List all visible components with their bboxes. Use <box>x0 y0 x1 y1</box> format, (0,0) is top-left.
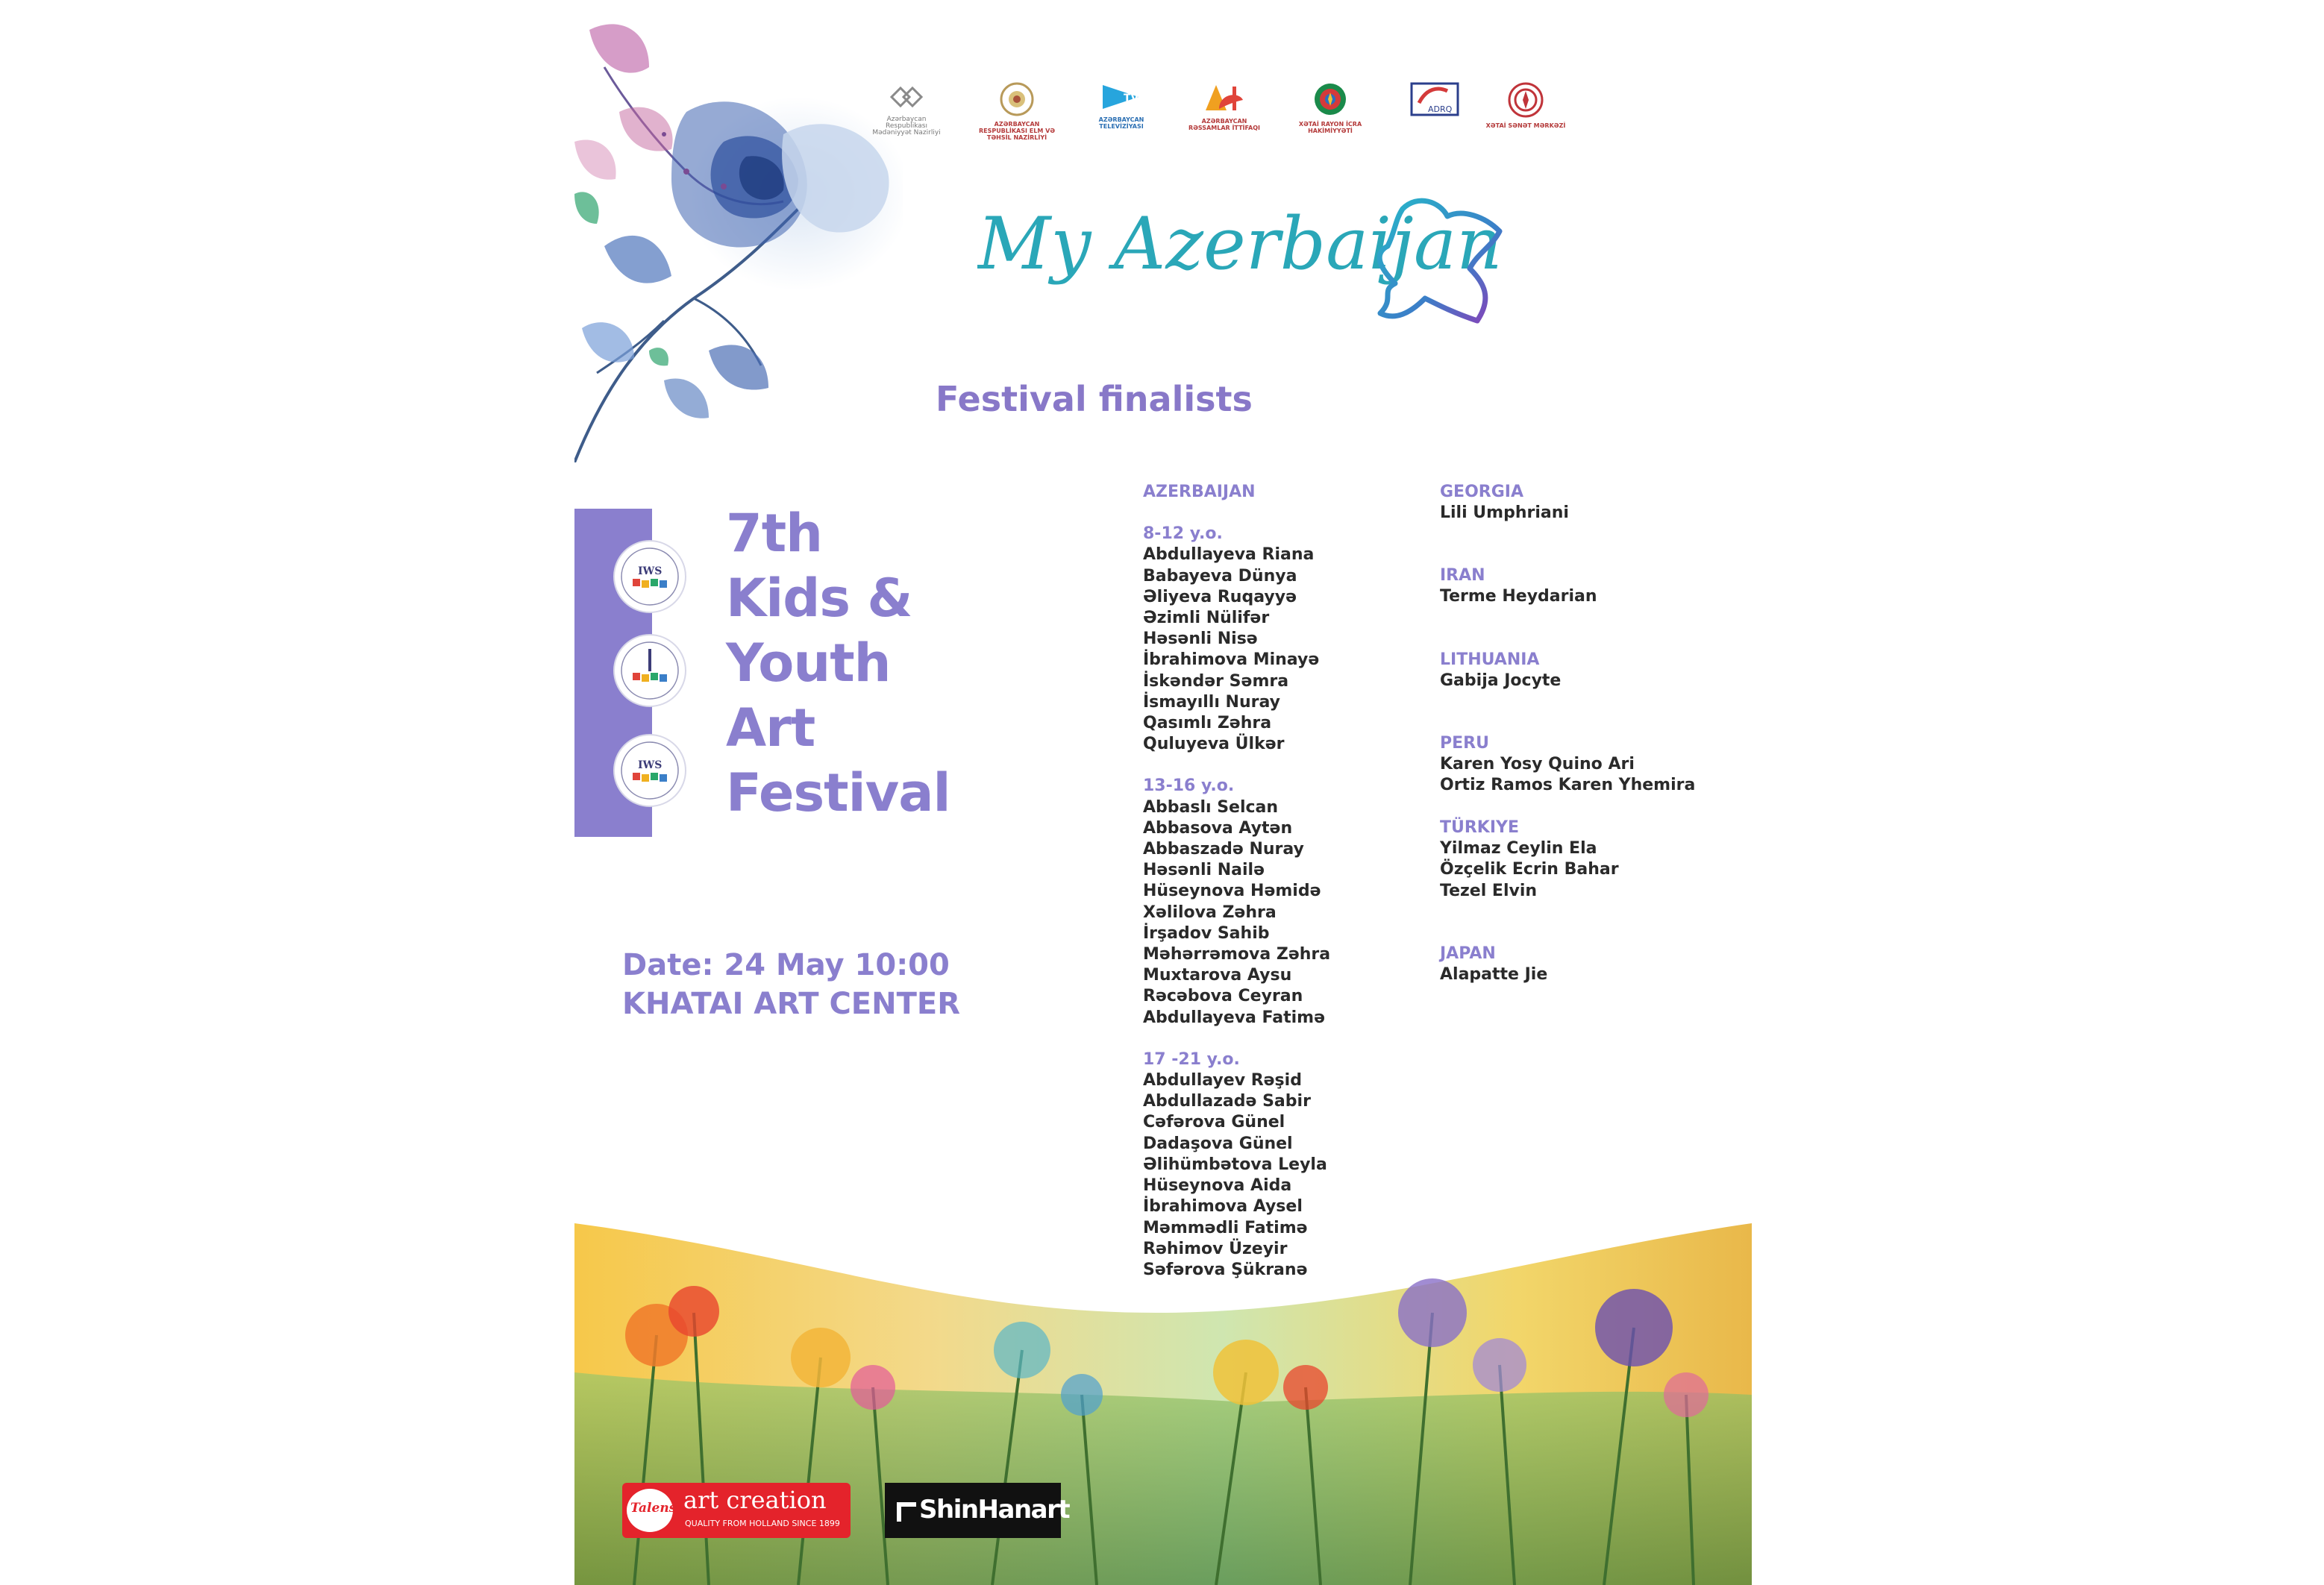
festival-title-line: Art <box>726 697 815 759</box>
finalist-name: Əzimli Nülifər <box>1143 609 1270 628</box>
finalists-azerbaijan-column <box>1143 482 1426 1281</box>
script-title-text: My Azerbaijan <box>977 202 1503 286</box>
logo-khatai-art-center <box>1485 81 1567 129</box>
age-group-heading: 8-12 y.o. <box>1143 524 1223 544</box>
ministry-culture-icon <box>884 81 929 113</box>
festival-finalists-heading: Festival finalists <box>936 379 1253 419</box>
finalist-name: Xəlilova Zəhra <box>1143 903 1277 922</box>
adrq-icon <box>1409 81 1461 118</box>
country-block <box>1440 650 1561 691</box>
sponsor-shinhan <box>885 1483 1070 1538</box>
finalist-name: İbrahimova Minayə <box>1143 650 1320 670</box>
country-heading: PERU <box>1440 734 1489 753</box>
svg-text:IWS: IWS <box>638 565 663 577</box>
age-group-list <box>1143 797 1426 1029</box>
finalist-name: Rəcəbova Ceyran <box>1143 987 1303 1006</box>
finalist-name: Abdullayeva Riana <box>1143 545 1315 565</box>
finalist-name: Alapatte Jie <box>1440 965 1548 985</box>
my-azerbaijan-title <box>977 179 1515 351</box>
finalist-name: Abdullazadə Sabir <box>1143 1092 1311 1111</box>
logo-ministry-culture <box>865 81 948 136</box>
finalist-name: Səfərova Şükranə <box>1143 1260 1308 1279</box>
finalist-name: İbrahimova Aysel <box>1143 1197 1303 1217</box>
finalist-name: Abbasova Aytən <box>1143 818 1293 838</box>
event-date-venue <box>622 946 960 1023</box>
finalist-name: İskəndər Səmra <box>1143 671 1289 691</box>
country-heading: IRAN <box>1440 566 1485 585</box>
finalist-name: Cəfərova Günel <box>1143 1113 1285 1132</box>
sponsor-name: art creation <box>683 1486 827 1514</box>
logo-khatai-executive <box>1289 81 1371 134</box>
finalist-name: Karen Yosy Quino Ari <box>1440 755 1635 774</box>
festival-title-line: Festival <box>726 762 950 823</box>
finalist-name: Lili Umphriani <box>1440 503 1569 523</box>
finalist-name: İrşadov Sahib <box>1143 923 1270 943</box>
finalist-name: Rəhimov Üzeyir <box>1143 1239 1288 1258</box>
finalist-name: Həsənli Nisə <box>1143 630 1258 649</box>
finalist-name: Abbaszadə Nuray <box>1143 840 1304 859</box>
finalist-name: Abdullayeva Fatimə <box>1143 1008 1326 1027</box>
logo-ministry-science <box>976 81 1058 141</box>
logo-caption: Azərbaycan Respublikası Mədəniyyət Nazirliyi <box>872 116 941 136</box>
country-block <box>1440 817 1619 902</box>
ministry-science-education-icon <box>998 81 1036 118</box>
logo-caption: AZƏRBAYCAN TELEVİZİYASI <box>1098 116 1144 130</box>
logo-aztv <box>1080 81 1162 130</box>
age-group-list <box>1143 544 1426 755</box>
watercolor-flowers-top <box>574 0 903 462</box>
iws-seal-2 <box>613 634 686 707</box>
logo-adrq <box>1394 81 1476 118</box>
country-heading: TÜRKIYE <box>1440 818 1520 837</box>
finalist-name: Məmmədli Fatimə <box>1143 1218 1308 1237</box>
festival-title-line: Youth <box>726 633 891 694</box>
country-heading: JAPAN <box>1440 944 1496 963</box>
finalist-name: Yilmaz Ceylin Ela <box>1440 839 1597 859</box>
iws-seal-icon <box>615 542 685 612</box>
logo-caption: AZƏRBAYCAN RƏSSAMLAR İTTİFAQI <box>1188 118 1261 131</box>
iws-seal-1 <box>613 540 686 613</box>
finalist-name: Abdullayev Rəşid <box>1143 1071 1302 1090</box>
artists-union-icon <box>1198 81 1250 115</box>
khatai-executive-icon <box>1312 81 1349 118</box>
country-block <box>1440 733 1695 797</box>
finalist-name: Əliyeva Ruqayyə <box>1143 587 1297 606</box>
sponsor-art-creation <box>622 1483 851 1538</box>
festival-title-line: Kids & <box>726 568 912 629</box>
finalist-name: Hüseynova Aida <box>1143 1176 1292 1196</box>
festival-title <box>726 501 950 826</box>
finalist-name: İsmayıllı Nuray <box>1143 692 1280 712</box>
country-heading: LITHUANIA <box>1440 650 1540 669</box>
logo-caption: XƏTAİ SƏNƏT MƏRKƏZİ <box>1485 122 1566 129</box>
country-block <box>1440 482 1569 524</box>
svg-text:TV: TV <box>1124 92 1139 104</box>
country-block <box>1440 565 1597 607</box>
sponsor-tagline: QUALITY FROM HOLLAND SINCE 1899 <box>685 1519 840 1528</box>
sponsor-name: ShinHanart <box>919 1495 1070 1525</box>
event-venue: KHATAI ART CENTER <box>622 987 961 1021</box>
age-group-heading: 17 -21 y.o. <box>1143 1049 1240 1069</box>
svg-text:ADRQ: ADRQ <box>1428 104 1453 114</box>
festival-poster <box>574 0 1752 1585</box>
finalist-name: Quluyeva Ülkər <box>1143 735 1285 754</box>
finalist-name: Məhərrəmova Zəhra <box>1143 945 1331 964</box>
iws-seal-3 <box>613 734 686 807</box>
finalist-name: Ortiz Ramos Karen Yhemira <box>1440 776 1696 795</box>
partner-logos-row <box>865 81 1566 155</box>
finalist-name: Dadaşova Günel <box>1143 1134 1293 1153</box>
event-date: Date: 24 May 10:00 <box>622 948 950 982</box>
finalist-name: Hüseynova Həmidə <box>1143 882 1321 901</box>
iws-seal-icon <box>615 635 685 706</box>
finalist-name: Qasımlı Zəhra <box>1143 714 1272 733</box>
finalist-name: Gabija Jocyte <box>1440 671 1562 691</box>
finalist-name: Özçelik Ecrin Bahar <box>1440 860 1619 879</box>
age-group-heading: 13-16 y.o. <box>1143 776 1235 796</box>
logo-caption: AZƏRBAYCAN RESPUBLİKASI ELM VƏ TƏHSİL NAZİRLİYİ <box>978 121 1056 141</box>
country-block <box>1440 944 1547 985</box>
finalist-name: Terme Heydarian <box>1440 587 1597 606</box>
finalist-name: Həsənli Nailə <box>1143 861 1265 880</box>
festival-title-line: 7th <box>726 503 823 564</box>
logo-artists-union <box>1183 81 1265 131</box>
logo-caption: XƏTAİ RAYON İCRA HAKİMİYYƏTİ <box>1298 121 1362 134</box>
finalist-name: Muxtarova Aysu <box>1143 966 1292 985</box>
aztv-icon <box>1095 81 1147 113</box>
country-heading: GEORGIA <box>1440 483 1523 501</box>
finalist-name: Abbaslı Selcan <box>1143 797 1279 817</box>
svg-text:IWS: IWS <box>638 759 663 771</box>
iws-seal-icon <box>615 735 685 806</box>
finalist-name: Əlihümbətova Leyla <box>1143 1155 1327 1174</box>
finalist-name: Tezel Elvin <box>1440 881 1538 900</box>
talens-badge-icon: Talens <box>627 1489 673 1532</box>
khatai-art-center-icon <box>1506 81 1545 119</box>
finalist-name: Babayeva Dünya <box>1143 566 1297 586</box>
country-heading: AZERBAIJAN <box>1143 483 1256 501</box>
